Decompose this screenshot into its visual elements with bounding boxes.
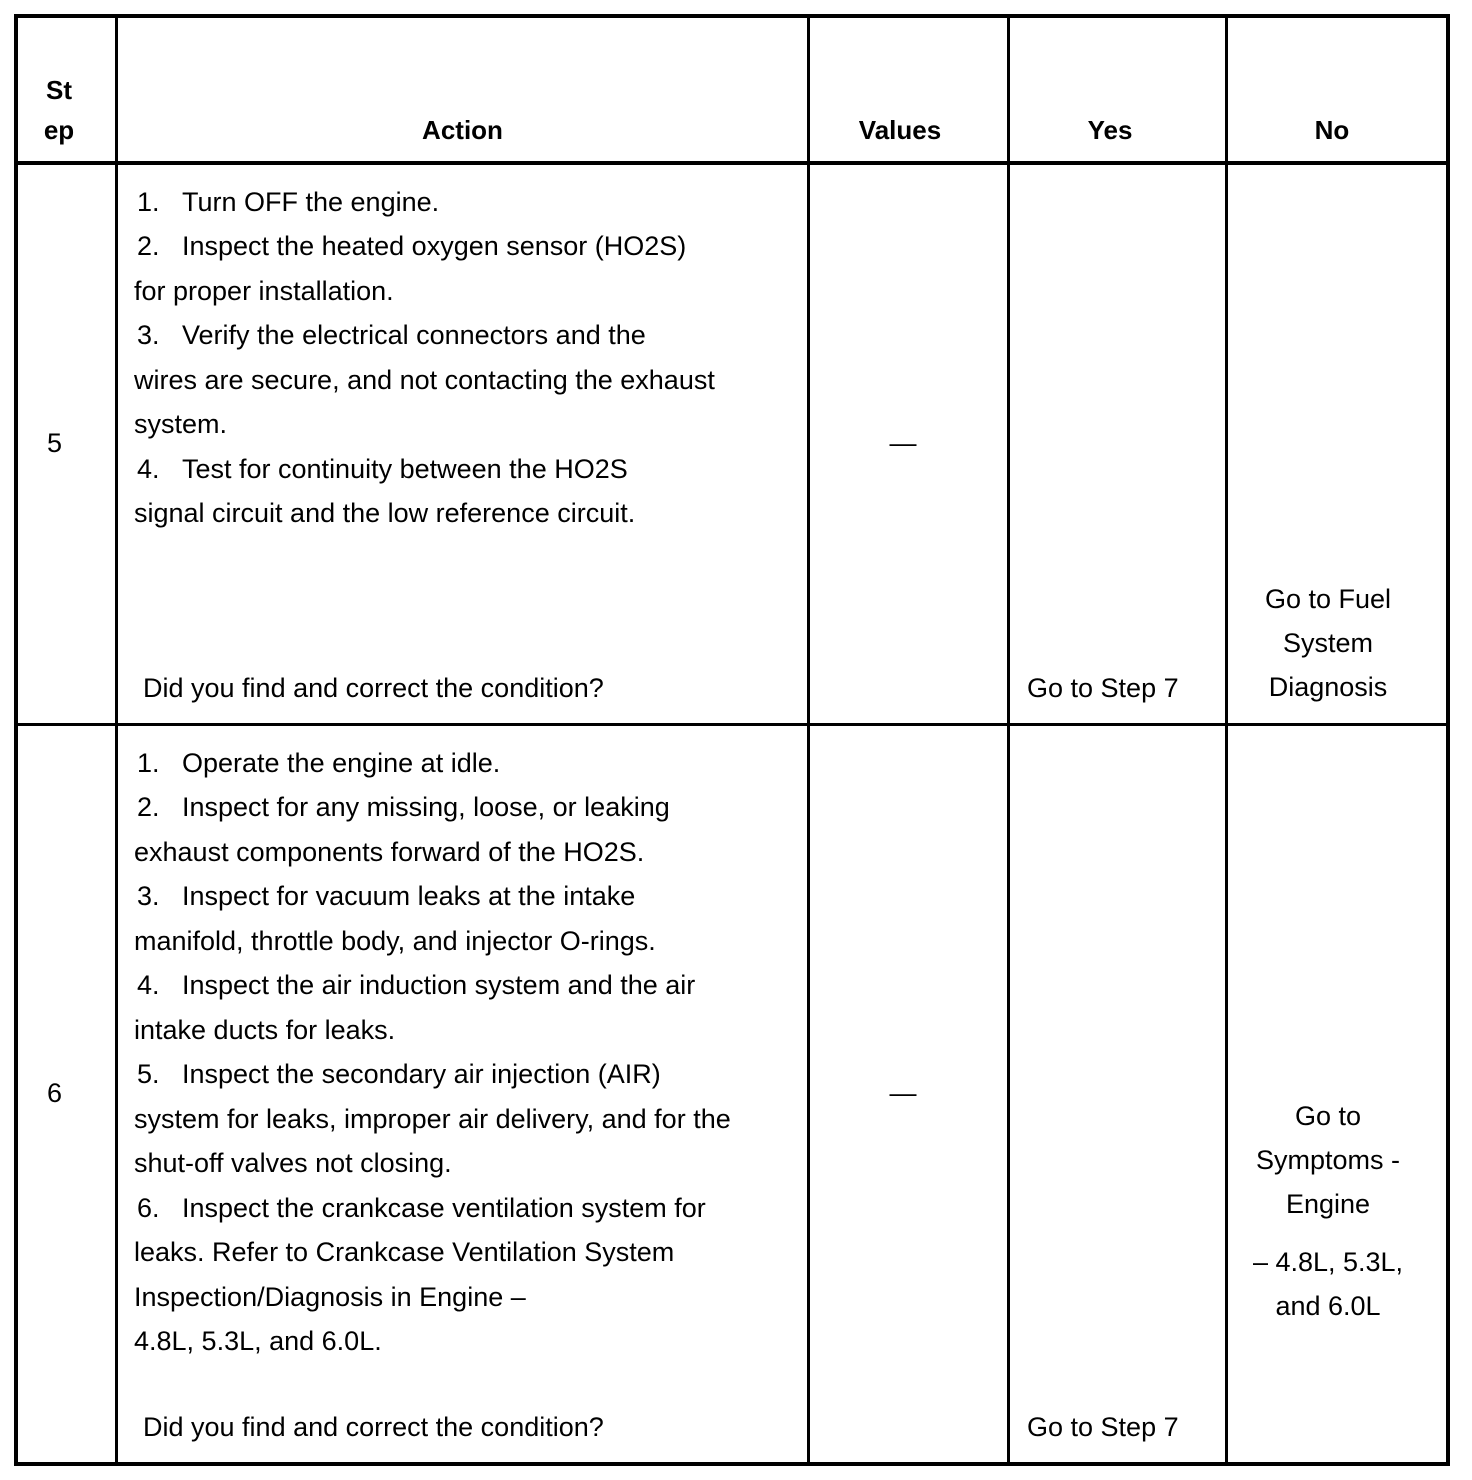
action-text: Inspect the air induction system and the air xyxy=(182,970,696,1000)
col-divider-step xyxy=(115,14,118,1466)
action-text: Inspect for any missing, loose, or leaking xyxy=(182,792,670,822)
action-text: Inspect the heated oxygen sensor (HO2S) xyxy=(182,231,687,261)
action-line: 4.8L, 5.3L, and 6.0L. xyxy=(134,1326,382,1356)
step-number: 5 xyxy=(47,428,63,458)
action-line: system. xyxy=(134,409,228,439)
no-target-line: Diagnosis xyxy=(1268,672,1388,702)
action-text: Inspect the secondary air injection (AIR) xyxy=(182,1059,661,1089)
action-line: exhaust components forward of the HO2S. xyxy=(134,837,645,867)
action-text: Verify the electrical connectors and the xyxy=(182,320,646,350)
no-target-line: Symptoms - xyxy=(1255,1145,1401,1175)
action-number: 1. xyxy=(137,187,160,217)
header-values: Values xyxy=(858,115,942,145)
values-dash: — xyxy=(889,1078,917,1108)
no-target xyxy=(1228,1094,1428,1328)
table-border-left xyxy=(14,14,18,1466)
action-line: shut-off valves not closing. xyxy=(134,1148,452,1178)
action-line: signal circuit and the low reference circuit. xyxy=(134,498,636,528)
row-divider xyxy=(14,723,1450,726)
values-dash: — xyxy=(889,428,917,458)
action-line: system for leaks, improper air delivery, and for the xyxy=(134,1104,731,1134)
action-line: for proper installation. xyxy=(134,276,394,306)
question: Did you find and correct the condition? xyxy=(143,673,604,703)
header-divider xyxy=(14,161,1450,165)
no-target-line: System xyxy=(1282,628,1374,658)
action-text: Inspect the crankcase ventilation system for xyxy=(182,1193,706,1223)
action-number: 6. xyxy=(137,1193,160,1223)
action-text: Turn OFF the engine. xyxy=(182,187,440,217)
action-number: 1. xyxy=(137,748,160,778)
action-number: 3. xyxy=(137,881,160,911)
header-no: No xyxy=(1314,115,1350,145)
table-border-right xyxy=(1446,14,1450,1466)
yes-target: Go to Step 7 xyxy=(1027,1412,1179,1442)
action-line: leaks. Refer to Crankcase Ventilation System xyxy=(134,1237,675,1267)
action-number: 5. xyxy=(137,1059,160,1089)
col-divider-action xyxy=(807,14,810,1466)
col-divider-values xyxy=(1007,14,1010,1466)
header-yes: Yes xyxy=(1087,115,1133,145)
action-line: wires are secure, and not contacting the exhaust xyxy=(134,365,715,395)
table-border-bottom xyxy=(14,1462,1450,1466)
question: Did you find and correct the condition? xyxy=(143,1412,604,1442)
no-target-line: – 4.8L, 5.3L, xyxy=(1252,1247,1404,1277)
action-line: manifold, throttle body, and injector O-rings. xyxy=(134,926,656,956)
no-target-line: Go to xyxy=(1294,1101,1362,1131)
action-number: 3. xyxy=(137,320,160,350)
action-number: 4. xyxy=(137,970,160,1000)
action-text: Test for continuity between the HO2S xyxy=(182,454,628,484)
header-step-line2: ep xyxy=(43,115,75,145)
header-step-line1: St xyxy=(46,75,72,105)
table-border-top xyxy=(14,14,1450,18)
action-line: intake ducts for leaks. xyxy=(134,1015,396,1045)
action-number: 2. xyxy=(137,231,160,261)
no-target-line: Engine xyxy=(1285,1189,1371,1219)
action-text: Inspect for vacuum leaks at the intake xyxy=(182,881,636,911)
step-number: 6 xyxy=(47,1078,63,1108)
header-step xyxy=(18,70,100,150)
action-text: Operate the engine at idle. xyxy=(182,748,501,778)
no-target xyxy=(1228,577,1428,709)
yes-target: Go to Step 7 xyxy=(1027,673,1179,703)
header-action: Action xyxy=(422,115,503,145)
action-line: Inspection/Diagnosis in Engine – xyxy=(134,1282,526,1312)
action-number: 2. xyxy=(137,792,160,822)
no-target-line: Go to Fuel xyxy=(1264,584,1392,614)
no-target-line: and 6.0L xyxy=(1275,1291,1381,1321)
action-number: 4. xyxy=(137,454,160,484)
